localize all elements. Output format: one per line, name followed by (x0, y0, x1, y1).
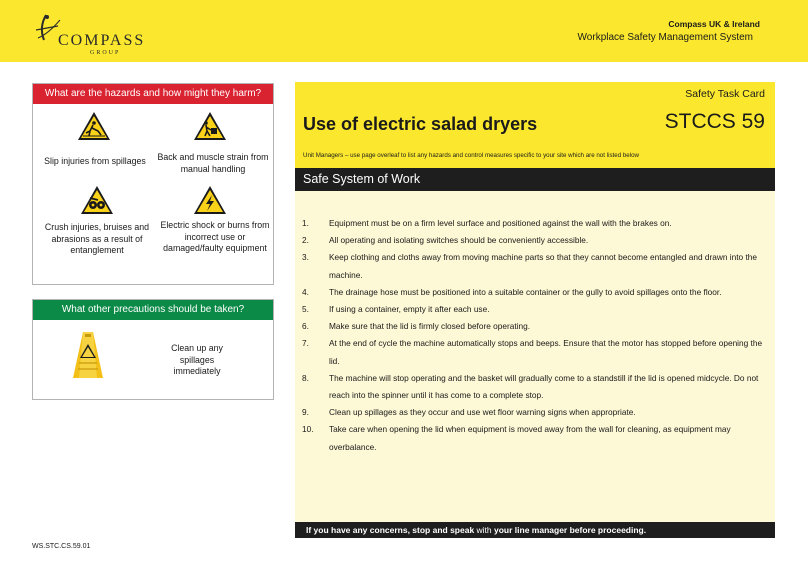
hazards-panel (32, 83, 274, 285)
document-reference: WS.STC.CS.59.01 (32, 543, 91, 550)
footer-text-middle: with (474, 525, 495, 535)
step-number: 4. (302, 286, 309, 297)
precautions-heading: What other precautions should be taken? (33, 300, 273, 320)
header-bar (0, 0, 808, 62)
step-item (301, 232, 769, 249)
step-number: 6. (302, 321, 309, 332)
compass-logo (32, 12, 152, 56)
concerns-footer (295, 522, 775, 538)
step-item (301, 335, 769, 369)
electric-shock-icon (193, 185, 227, 215)
slip-hazard-icon (77, 111, 111, 141)
footer-text-end: your line manager before proceeding. (494, 525, 647, 535)
hazards-heading: What are the hazards and how might they harm? (33, 84, 273, 104)
card-header (295, 82, 775, 168)
safety-task-card (295, 82, 775, 538)
precautions-panel (32, 299, 274, 400)
brand-subtitle: GROUP (90, 50, 121, 56)
step-number: 8. (302, 372, 309, 383)
step-text: Take care when opening the lid when equipment is moved away from the wall for cleaning, as equipment may overbalance. (329, 424, 731, 452)
task-title: Use of electric salad dryers (303, 114, 538, 134)
hazard-label-manual-handling: Back and muscle strain from manual handling (157, 152, 269, 174)
card-label: Safety Task Card (685, 88, 765, 100)
step-number: 10. (302, 424, 314, 435)
step-item (301, 284, 769, 301)
step-number: 2. (302, 235, 309, 246)
step-number: 1. (302, 218, 309, 228)
footer-text-start: If you have any concerns, stop and speak (306, 525, 475, 535)
organisation-name: Compass UK & Ireland (668, 19, 760, 29)
step-number: 9. (302, 407, 309, 418)
hazard-label-electric-shock: Electric shock or burns from incorrect use or damaged/faulty equipment (160, 220, 270, 253)
step-item (301, 249, 769, 283)
wet-floor-sign-icon (71, 330, 105, 380)
safe-system-heading: Safe System of Work (295, 168, 775, 191)
system-name: Workplace Safety Management System (577, 32, 753, 43)
step-item (301, 318, 769, 335)
step-number: 7. (302, 338, 309, 349)
step-text: At the end of cycle the machine automatically stops and beeps. Ensure that the motor has stopped before opening the lid. (329, 338, 763, 366)
step-text: Make sure that the lid is firmly closed before operating. (329, 321, 531, 332)
step-text: Clean up spillages as they occur and use wet floor warning signs when appropriate. (329, 407, 636, 418)
step-number: 3. (302, 252, 309, 263)
steps-list (301, 215, 769, 456)
step-item (301, 301, 769, 318)
step-item (301, 404, 769, 421)
step-item (301, 370, 769, 404)
step-text: The drainage hose must be positioned into a suitable container or the gully to avoid spillages onto the floor. (329, 286, 722, 297)
hazard-label-slip: Slip injuries from spillages (44, 156, 146, 166)
step-item (301, 421, 769, 455)
hazard-label-entanglement: Crush injuries, bruises and abrasions as a result of entanglement (44, 222, 150, 255)
step-text: If using a container, empty it after each use. (329, 304, 490, 315)
step-number: 5. (302, 304, 309, 315)
step-text: All operating and isolating switches should be conveniently accessible. (329, 235, 589, 246)
manual-handling-icon (193, 111, 227, 141)
step-text: Keep clothing and cloths away from moving machine parts so that they cannot become entangled and drawn into the machine. (329, 252, 758, 280)
step-text: The machine will stop operating and the basket will gradually come to a standstill if the lid is opened midcycle. Do not reach into the spinner until it has come to a complete stop. (329, 372, 759, 401)
step-item (301, 215, 769, 232)
step-text: Equipment must be on a firm level surface and positioned against the wall with the brakes on. (329, 218, 672, 228)
entanglement-icon (80, 185, 114, 215)
managers-note: Unit Managers – use page overleaf to list any hazards and control measures specific to your site which are not listed below (303, 152, 640, 159)
brand-name: COMPASS (58, 32, 146, 49)
task-code: STCCS 59 (664, 110, 765, 133)
precaution-text: Clean up any spillages immediately (171, 343, 223, 376)
